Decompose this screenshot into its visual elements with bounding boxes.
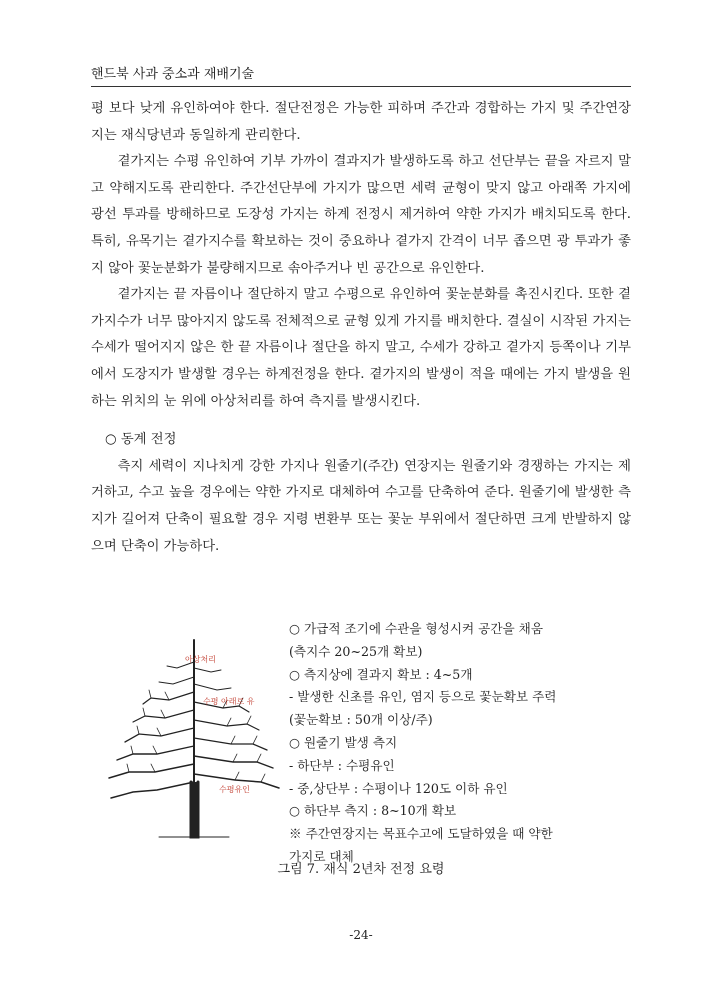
note-line: 가지로 대체 (289, 848, 354, 864)
section-paragraph: 측지 세력이 지나치게 강한 가지나 원줄기(주간) 연장지는 원줄기와 경쟁하는 가지는 제거하고, 수고 높을 경우에는 약한 가지로 대체하여 수고를 단축하여 준다. 원줄기에 발생한 측지가 길어져 단축이 필요할 경우 지령 변환부 또는 꽃눈 부위에서 절단하면 크게 반발하지 않으며 단축이 가능하다. (91, 458, 631, 554)
note-line: (측지수 20~25개 확보) (289, 643, 423, 659)
note-line: ※ 주간연장지는 목표수고에 도달하였을 때 약한 (289, 826, 553, 842)
note-line: (꽃눈확보 : 50개 이상/주) (289, 712, 433, 728)
note-line: ○ 하단부 측지 : 8~10개 확보 (289, 803, 457, 819)
figure-notes (289, 618, 629, 869)
paragraph-1: 평 보다 낮게 유인하여야 한다. 절단전정은 가능한 피하며 주간과 경합하는 가지 및 주간연장지는 재식당년과 동일하게 관리한다. (91, 101, 631, 143)
note-line: - 중,상단부 : 수평이나 120도 이하 유인 (289, 780, 508, 796)
note-line: - 하단부 : 수평유인 (289, 757, 395, 773)
running-header: 핸드북 사과 중소과 재배기술 (91, 67, 255, 82)
body-text (91, 96, 631, 560)
note-line: ○ 가급적 조기에 수관을 형성시켜 공간을 채움 (289, 621, 543, 636)
note-line: - 발생한 신초를 유인, 염지 등으로 꽃눈확보 주력 (289, 689, 557, 705)
tree-label-horizontal: 수평유인 (219, 785, 250, 794)
header-rule (91, 86, 631, 87)
pruned-tree-drawing (99, 632, 289, 852)
tree-illustration (99, 632, 289, 852)
paragraph-3: 곁가지는 끝 자름이나 절단하지 말고 수평으로 유인하여 꽃눈분화를 촉진시킨다. 또한 곁가지수가 너무 많아지지 않도록 전체적으로 균형 있게 가지를 배치한다. 결실이 시작된 가지는 수세가 떨어지지 않은 한 끝 자름이나 절단을 하지 말고, 수세가 강하고 곁가지 등쪽이나 기부에서 도장지가 발생할 경우는 하계전정을 한다. 곁가지의 발생이 적을 때에는 가지 발생을 원하는 위치의 눈 위에 아상처리를 하여 측지를 발생시킨다. (91, 287, 631, 409)
figure-caption: 그림 7. 재식 2년차 전정 요령 (277, 862, 445, 877)
note-line: ○ 원줄기 발생 측지 (289, 734, 398, 750)
note-line: ○ 측지상에 결과지 확보 : 4~5개 (289, 666, 473, 682)
page-number: -24- (349, 928, 373, 942)
tree-label-notching: 아상처리 (185, 655, 216, 664)
tree-label-below-horizontal: 수평 아래로 유 (203, 697, 255, 706)
figure-pruning-guide (91, 618, 631, 868)
section-heading: ○ 동계 전정 (105, 432, 177, 448)
paragraph-2: 곁가지는 수평 유인하여 기부 가까이 결과지가 발생하도록 하고 선단부는 끝을 자르지 말고 약해지도록 관리한다. 주간선단부에 가지가 많으면 세력 균형이 맞지 않고 아래쪽 가지에 광선 투과를 방해하므로 도장성 가지는 하계 전정시 제거하여 약한 가지가 배치되도록 한다. 특히, 유목기는 곁가지수를 확보하는 것이 중요하나 곁가지 간격이 너무 좁으면 광 투과가 좋지 않아 꽃눈분화가 불량해지므로 솎아주거나 빈 공간으로 유인한다. (91, 154, 631, 276)
